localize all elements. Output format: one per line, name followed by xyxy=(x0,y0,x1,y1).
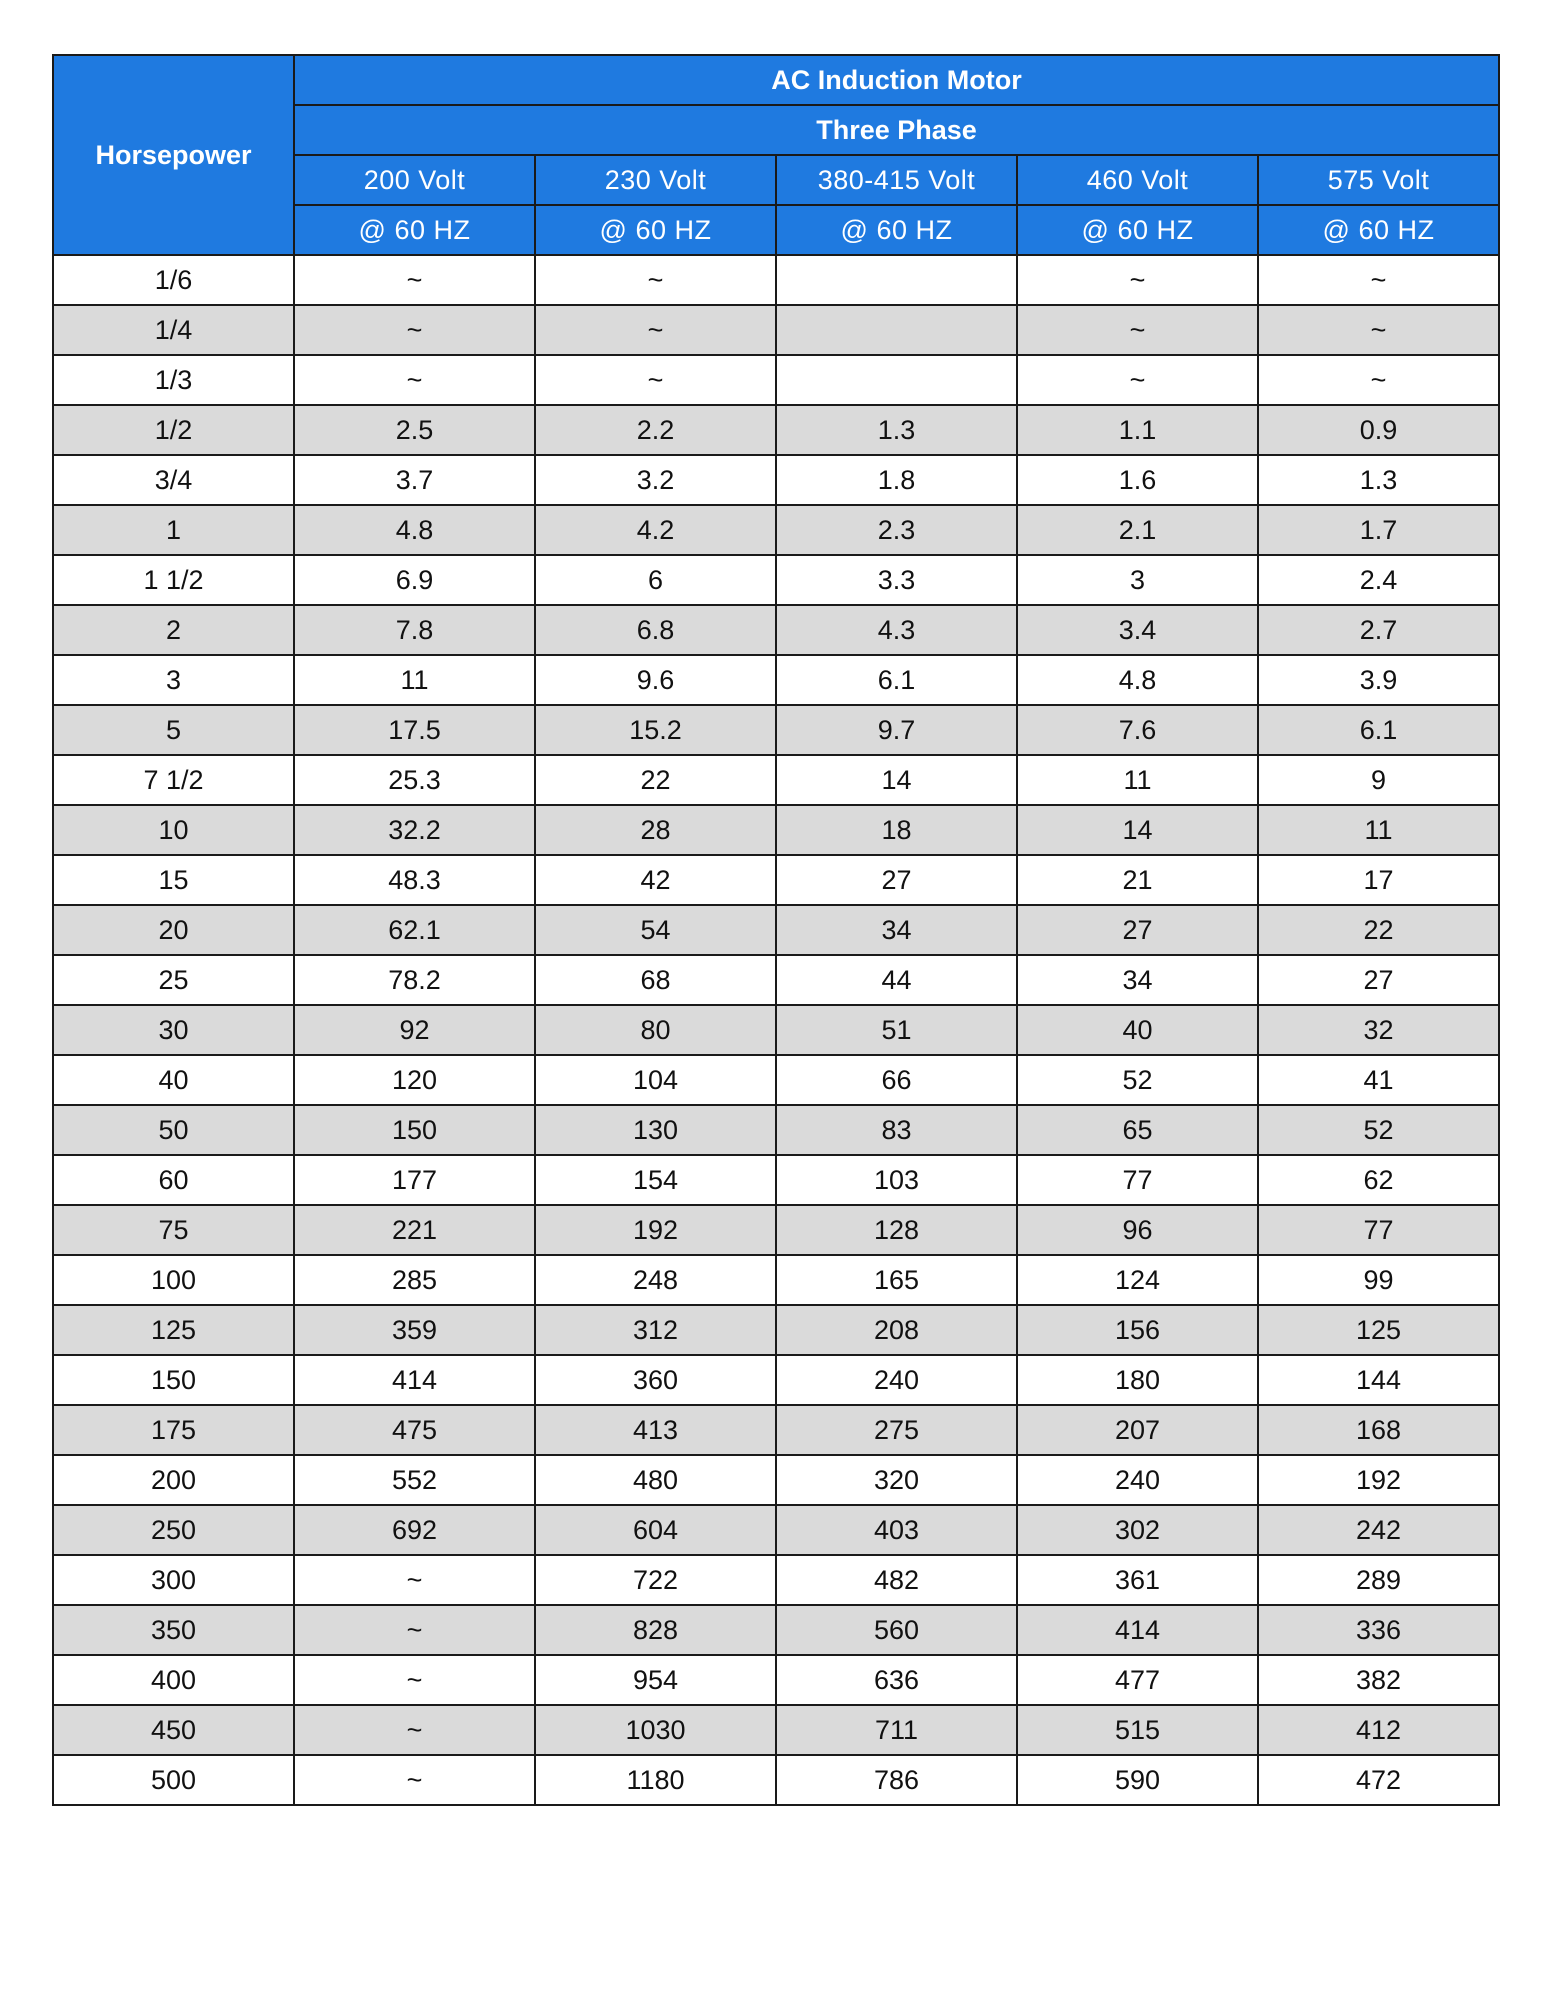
frequency-header: @ 60 HZ xyxy=(1258,205,1499,255)
amps-380-415v-cell xyxy=(776,355,1017,405)
amps-230v-cell: 360 xyxy=(535,1355,776,1405)
horsepower-cell: 15 xyxy=(53,855,294,905)
amps-230v-cell: 15.2 xyxy=(535,705,776,755)
table-body xyxy=(53,255,1499,1805)
horsepower-cell: 175 xyxy=(53,1405,294,1455)
amps-230v-cell: 1030 xyxy=(535,1705,776,1755)
amps-230v-cell: 722 xyxy=(535,1555,776,1605)
amps-380-415v-cell: 3.3 xyxy=(776,555,1017,605)
amps-200v-cell: 177 xyxy=(294,1155,535,1205)
table-row xyxy=(53,1755,1499,1805)
horsepower-cell: 1 xyxy=(53,505,294,555)
amps-380-415v-cell: 6.1 xyxy=(776,655,1017,705)
amps-230v-cell: 248 xyxy=(535,1255,776,1305)
amps-200v-cell: 7.8 xyxy=(294,605,535,655)
voltage-header-575: 575 Volt xyxy=(1258,155,1499,205)
amps-460v-cell: 27 xyxy=(1017,905,1258,955)
amps-200v-cell: 92 xyxy=(294,1005,535,1055)
amps-460v-cell: 477 xyxy=(1017,1655,1258,1705)
amps-230v-cell: 9.6 xyxy=(535,655,776,705)
voltage-header-380-415: 380-415 Volt xyxy=(776,155,1017,205)
amps-230v-cell: 192 xyxy=(535,1205,776,1255)
amps-230v-cell: 6 xyxy=(535,555,776,605)
amps-575v-cell: 2.4 xyxy=(1258,555,1499,605)
amps-575v-cell: 17 xyxy=(1258,855,1499,905)
amps-380-415v-cell: 2.3 xyxy=(776,505,1017,555)
voltage-header-200: 200 Volt xyxy=(294,155,535,205)
amps-230v-cell: 4.2 xyxy=(535,505,776,555)
table-row xyxy=(53,905,1499,955)
amps-230v-cell: 22 xyxy=(535,755,776,805)
amps-380-415v-cell xyxy=(776,255,1017,305)
amps-460v-cell: 11 xyxy=(1017,755,1258,805)
amps-380-415v-cell: 165 xyxy=(776,1255,1017,1305)
amps-460v-cell: 2.1 xyxy=(1017,505,1258,555)
amps-200v-cell: 120 xyxy=(294,1055,535,1105)
amps-460v-cell: 302 xyxy=(1017,1505,1258,1555)
amps-230v-cell: 604 xyxy=(535,1505,776,1555)
amps-575v-cell: 52 xyxy=(1258,1105,1499,1155)
table-row xyxy=(53,1305,1499,1355)
amps-460v-cell: 361 xyxy=(1017,1555,1258,1605)
amps-460v-cell: 207 xyxy=(1017,1405,1258,1455)
amps-575v-cell: 168 xyxy=(1258,1405,1499,1455)
amps-460v-cell: 77 xyxy=(1017,1155,1258,1205)
amps-380-415v-cell: 275 xyxy=(776,1405,1017,1455)
amps-230v-cell: 312 xyxy=(535,1305,776,1355)
amps-200v-cell: ~ xyxy=(294,1755,535,1805)
amps-460v-cell: 4.8 xyxy=(1017,655,1258,705)
frequency-header: @ 60 HZ xyxy=(776,205,1017,255)
table-row xyxy=(53,605,1499,655)
amps-200v-cell: 78.2 xyxy=(294,955,535,1005)
amps-230v-cell: 828 xyxy=(535,1605,776,1655)
horsepower-cell: 350 xyxy=(53,1605,294,1655)
amps-380-415v-cell: 18 xyxy=(776,805,1017,855)
horsepower-cell: 7 1/2 xyxy=(53,755,294,805)
amps-575v-cell: ~ xyxy=(1258,255,1499,305)
table-row xyxy=(53,355,1499,405)
horsepower-cell: 5 xyxy=(53,705,294,755)
horsepower-cell: 40 xyxy=(53,1055,294,1105)
table-row xyxy=(53,655,1499,705)
frequency-header: @ 60 HZ xyxy=(535,205,776,255)
horsepower-cell: 1 1/2 xyxy=(53,555,294,605)
horsepower-cell: 2 xyxy=(53,605,294,655)
table-row xyxy=(53,455,1499,505)
horsepower-cell: 500 xyxy=(53,1755,294,1805)
amps-460v-cell: 180 xyxy=(1017,1355,1258,1405)
amps-380-415v-cell: 9.7 xyxy=(776,705,1017,755)
horsepower-cell: 400 xyxy=(53,1655,294,1705)
amps-460v-cell: 21 xyxy=(1017,855,1258,905)
amps-380-415v-cell: 4.3 xyxy=(776,605,1017,655)
horsepower-cell: 30 xyxy=(53,1005,294,1055)
horsepower-cell: 75 xyxy=(53,1205,294,1255)
amps-200v-cell: 62.1 xyxy=(294,905,535,955)
amps-200v-cell: 48.3 xyxy=(294,855,535,905)
amps-460v-cell: 124 xyxy=(1017,1255,1258,1305)
amps-460v-cell: 7.6 xyxy=(1017,705,1258,755)
amps-575v-cell: 1.7 xyxy=(1258,505,1499,555)
horsepower-cell: 300 xyxy=(53,1555,294,1605)
amps-575v-cell: 22 xyxy=(1258,905,1499,955)
horsepower-cell: 3/4 xyxy=(53,455,294,505)
table-row xyxy=(53,1405,1499,1455)
horsepower-cell: 60 xyxy=(53,1155,294,1205)
amps-200v-cell: 2.5 xyxy=(294,405,535,455)
frequency-header: @ 60 HZ xyxy=(1017,205,1258,255)
amps-460v-cell: 3 xyxy=(1017,555,1258,605)
frequency-header: @ 60 HZ xyxy=(294,205,535,255)
amps-575v-cell: 412 xyxy=(1258,1705,1499,1755)
amps-200v-cell: 11 xyxy=(294,655,535,705)
horsepower-cell: 100 xyxy=(53,1255,294,1305)
amps-200v-cell: 221 xyxy=(294,1205,535,1255)
amps-460v-cell: 240 xyxy=(1017,1455,1258,1505)
horsepower-cell: 3 xyxy=(53,655,294,705)
table-row xyxy=(53,1605,1499,1655)
table-row xyxy=(53,405,1499,455)
amps-575v-cell: 192 xyxy=(1258,1455,1499,1505)
amps-460v-cell: 40 xyxy=(1017,1005,1258,1055)
table-row xyxy=(53,555,1499,605)
amps-575v-cell: 6.1 xyxy=(1258,705,1499,755)
table-row xyxy=(53,1005,1499,1055)
amps-200v-cell: 552 xyxy=(294,1455,535,1505)
amps-460v-cell: 14 xyxy=(1017,805,1258,855)
amps-380-415v-cell: 560 xyxy=(776,1605,1017,1655)
amps-460v-cell: 515 xyxy=(1017,1705,1258,1755)
amps-230v-cell: ~ xyxy=(535,305,776,355)
amps-575v-cell: ~ xyxy=(1258,305,1499,355)
amps-230v-cell: 480 xyxy=(535,1455,776,1505)
amps-230v-cell: 1180 xyxy=(535,1755,776,1805)
amps-575v-cell: 99 xyxy=(1258,1255,1499,1305)
horsepower-header: Horsepower xyxy=(53,55,294,255)
amps-200v-cell: ~ xyxy=(294,305,535,355)
table-row xyxy=(53,1255,1499,1305)
amps-380-415v-cell: 51 xyxy=(776,1005,1017,1055)
motor-type-header: AC Induction Motor xyxy=(294,55,1499,105)
table-row xyxy=(53,1105,1499,1155)
amps-575v-cell: 27 xyxy=(1258,955,1499,1005)
amps-460v-cell: ~ xyxy=(1017,355,1258,405)
amps-575v-cell: ~ xyxy=(1258,355,1499,405)
horsepower-cell: 1/6 xyxy=(53,255,294,305)
amps-575v-cell: 242 xyxy=(1258,1505,1499,1555)
amps-380-415v-cell xyxy=(776,305,1017,355)
amps-380-415v-cell: 240 xyxy=(776,1355,1017,1405)
amps-200v-cell: ~ xyxy=(294,355,535,405)
amps-380-415v-cell: 27 xyxy=(776,855,1017,905)
amps-230v-cell: 68 xyxy=(535,955,776,1005)
amps-380-415v-cell: 44 xyxy=(776,955,1017,1005)
amps-380-415v-cell: 208 xyxy=(776,1305,1017,1355)
amps-200v-cell: 692 xyxy=(294,1505,535,1555)
amps-200v-cell: ~ xyxy=(294,1705,535,1755)
table-row xyxy=(53,1355,1499,1405)
table-row xyxy=(53,305,1499,355)
amps-575v-cell: 9 xyxy=(1258,755,1499,805)
amps-460v-cell: 414 xyxy=(1017,1605,1258,1655)
amps-575v-cell: 11 xyxy=(1258,805,1499,855)
amps-575v-cell: 289 xyxy=(1258,1555,1499,1605)
amps-230v-cell: 2.2 xyxy=(535,405,776,455)
amps-230v-cell: 154 xyxy=(535,1155,776,1205)
table-header xyxy=(53,55,1499,255)
amps-460v-cell: 1.6 xyxy=(1017,455,1258,505)
amps-200v-cell: 6.9 xyxy=(294,555,535,605)
motor-amperage-table xyxy=(52,54,1500,1806)
amps-460v-cell: 156 xyxy=(1017,1305,1258,1355)
horsepower-cell: 20 xyxy=(53,905,294,955)
horsepower-cell: 25 xyxy=(53,955,294,1005)
amps-575v-cell: 0.9 xyxy=(1258,405,1499,455)
horsepower-cell: 150 xyxy=(53,1355,294,1405)
amps-230v-cell: 3.2 xyxy=(535,455,776,505)
amps-200v-cell: 414 xyxy=(294,1355,535,1405)
amps-575v-cell: 382 xyxy=(1258,1655,1499,1705)
amps-460v-cell: 1.1 xyxy=(1017,405,1258,455)
amps-460v-cell: 52 xyxy=(1017,1055,1258,1105)
amps-230v-cell: ~ xyxy=(535,255,776,305)
table-row xyxy=(53,955,1499,1005)
horsepower-cell: 450 xyxy=(53,1705,294,1755)
horsepower-cell: 250 xyxy=(53,1505,294,1555)
amps-380-415v-cell: 34 xyxy=(776,905,1017,955)
amps-460v-cell: 34 xyxy=(1017,955,1258,1005)
amps-575v-cell: 62 xyxy=(1258,1155,1499,1205)
amps-200v-cell: 150 xyxy=(294,1105,535,1155)
horsepower-cell: 200 xyxy=(53,1455,294,1505)
amps-380-415v-cell: 103 xyxy=(776,1155,1017,1205)
table-row xyxy=(53,805,1499,855)
amps-380-415v-cell: 128 xyxy=(776,1205,1017,1255)
amps-380-415v-cell: 320 xyxy=(776,1455,1017,1505)
amps-200v-cell: ~ xyxy=(294,1655,535,1705)
amps-380-415v-cell: 482 xyxy=(776,1555,1017,1605)
amps-230v-cell: 42 xyxy=(535,855,776,905)
amps-200v-cell: ~ xyxy=(294,1605,535,1655)
amps-230v-cell: 130 xyxy=(535,1105,776,1155)
amps-575v-cell: 2.7 xyxy=(1258,605,1499,655)
amps-230v-cell: 104 xyxy=(535,1055,776,1105)
amps-460v-cell: ~ xyxy=(1017,305,1258,355)
amps-230v-cell: 954 xyxy=(535,1655,776,1705)
amps-460v-cell: 65 xyxy=(1017,1105,1258,1155)
amps-460v-cell: ~ xyxy=(1017,255,1258,305)
table-row xyxy=(53,255,1499,305)
horsepower-cell: 1/4 xyxy=(53,305,294,355)
amps-575v-cell: 77 xyxy=(1258,1205,1499,1255)
horsepower-cell: 1/3 xyxy=(53,355,294,405)
amps-380-415v-cell: 66 xyxy=(776,1055,1017,1105)
amps-380-415v-cell: 1.8 xyxy=(776,455,1017,505)
amps-380-415v-cell: 1.3 xyxy=(776,405,1017,455)
amps-230v-cell: 28 xyxy=(535,805,776,855)
amps-460v-cell: 3.4 xyxy=(1017,605,1258,655)
amps-200v-cell: 3.7 xyxy=(294,455,535,505)
table-row xyxy=(53,505,1499,555)
amps-575v-cell: 144 xyxy=(1258,1355,1499,1405)
amps-460v-cell: 590 xyxy=(1017,1755,1258,1805)
amps-230v-cell: ~ xyxy=(535,355,776,405)
amps-230v-cell: 413 xyxy=(535,1405,776,1455)
horsepower-cell: 1/2 xyxy=(53,405,294,455)
amps-380-415v-cell: 83 xyxy=(776,1105,1017,1155)
amps-460v-cell: 96 xyxy=(1017,1205,1258,1255)
table-row xyxy=(53,1055,1499,1105)
amps-575v-cell: 472 xyxy=(1258,1755,1499,1805)
table-row xyxy=(53,1155,1499,1205)
amps-380-415v-cell: 711 xyxy=(776,1705,1017,1755)
amps-380-415v-cell: 636 xyxy=(776,1655,1017,1705)
amps-575v-cell: 125 xyxy=(1258,1305,1499,1355)
table-row xyxy=(53,1555,1499,1605)
table-row xyxy=(53,1655,1499,1705)
horsepower-cell: 125 xyxy=(53,1305,294,1355)
amps-200v-cell: 4.8 xyxy=(294,505,535,555)
amps-200v-cell: ~ xyxy=(294,255,535,305)
table-row xyxy=(53,705,1499,755)
table-row xyxy=(53,755,1499,805)
table-row xyxy=(53,1505,1499,1555)
amps-230v-cell: 6.8 xyxy=(535,605,776,655)
amps-230v-cell: 80 xyxy=(535,1005,776,1055)
amps-575v-cell: 41 xyxy=(1258,1055,1499,1105)
table-row xyxy=(53,855,1499,905)
horsepower-cell: 50 xyxy=(53,1105,294,1155)
amps-200v-cell: 359 xyxy=(294,1305,535,1355)
table-row xyxy=(53,1455,1499,1505)
amps-380-415v-cell: 403 xyxy=(776,1505,1017,1555)
amps-575v-cell: 3.9 xyxy=(1258,655,1499,705)
table-row xyxy=(53,1205,1499,1255)
amps-200v-cell: ~ xyxy=(294,1555,535,1605)
amps-200v-cell: 25.3 xyxy=(294,755,535,805)
amps-575v-cell: 1.3 xyxy=(1258,455,1499,505)
amps-230v-cell: 54 xyxy=(535,905,776,955)
amps-380-415v-cell: 14 xyxy=(776,755,1017,805)
amps-575v-cell: 32 xyxy=(1258,1005,1499,1055)
amps-200v-cell: 285 xyxy=(294,1255,535,1305)
amps-575v-cell: 336 xyxy=(1258,1605,1499,1655)
amps-200v-cell: 475 xyxy=(294,1405,535,1455)
phase-header: Three Phase xyxy=(294,105,1499,155)
table-row xyxy=(53,1705,1499,1755)
voltage-header-230: 230 Volt xyxy=(535,155,776,205)
amps-200v-cell: 17.5 xyxy=(294,705,535,755)
voltage-header-460: 460 Volt xyxy=(1017,155,1258,205)
amps-200v-cell: 32.2 xyxy=(294,805,535,855)
horsepower-cell: 10 xyxy=(53,805,294,855)
amps-380-415v-cell: 786 xyxy=(776,1755,1017,1805)
